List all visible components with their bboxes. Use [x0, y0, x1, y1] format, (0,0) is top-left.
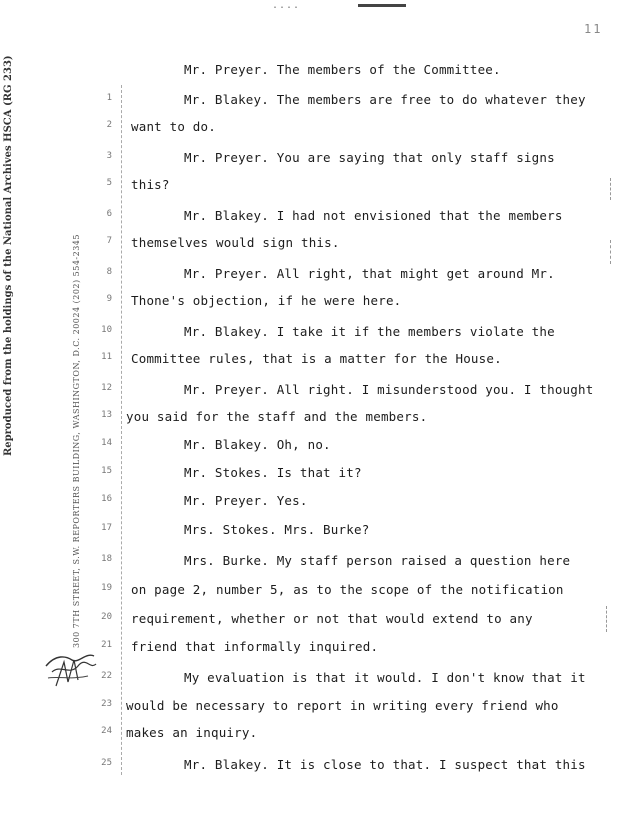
line-text: Thone's objection, if he were here.	[131, 293, 402, 308]
line-text: want to do.	[131, 119, 216, 134]
line-text: makes an inquiry.	[126, 725, 258, 740]
line-number: 25	[101, 758, 112, 768]
line-text: requirement, whether or not that would extend to any	[131, 611, 533, 626]
transcript-line	[0, 522, 638, 542]
line-number: 6	[106, 209, 112, 219]
transcript-line	[0, 409, 638, 429]
transcript-line	[0, 698, 638, 718]
line-text: Mr. Blakey. Oh, no.	[184, 437, 331, 452]
transcript-line	[0, 437, 638, 457]
transcript-line	[0, 493, 638, 513]
transcript-line	[0, 639, 638, 659]
transcript-line	[0, 293, 638, 313]
line-number: 20	[101, 612, 112, 622]
top-bar-mark	[358, 4, 406, 7]
line-number: 16	[101, 494, 112, 504]
page-number: 11	[584, 22, 603, 36]
line-text: Mr. Blakey. It is close to that. I suspect that this	[184, 757, 586, 772]
transcript-line	[0, 119, 638, 139]
transcript-line	[0, 465, 638, 485]
line-text: friend that informally inquired.	[131, 639, 379, 654]
line-number: 19	[101, 583, 112, 593]
transcript-line	[0, 208, 638, 228]
line-text: would be necessary to report in writing every friend who	[126, 698, 559, 713]
line-text: Mr. Blakey. I had not envisioned that the members	[184, 208, 563, 223]
line-number: 7	[106, 236, 112, 246]
line-text: Mr. Blakey. The members are free to do whatever they	[184, 92, 586, 107]
line-number: 11	[101, 352, 112, 362]
transcript-line	[0, 150, 638, 170]
line-number: 12	[101, 383, 112, 393]
line-number: 10	[101, 325, 112, 335]
transcript-line	[0, 553, 638, 573]
transcript-line	[0, 725, 638, 745]
line-text: on page 2, number 5, as to the scope of the notification	[131, 582, 564, 597]
line-number: 23	[101, 699, 112, 709]
line-text: Mr. Preyer. You are saying that only staff signs	[184, 150, 555, 165]
line-text: Committee rules, that is a matter for the House.	[131, 351, 502, 366]
line-number: 21	[101, 640, 112, 650]
line-number: 15	[101, 466, 112, 476]
line-number: 5	[106, 178, 112, 188]
line-number: 8	[106, 267, 112, 277]
transcript-line	[0, 757, 638, 777]
line-number: 17	[101, 523, 112, 533]
line-text: this?	[131, 177, 170, 192]
line-text: Mrs. Stokes. Mrs. Burke?	[184, 522, 370, 537]
transcript-line	[0, 611, 638, 631]
transcript-line	[0, 92, 638, 112]
line-text: Mr. Stokes. Is that it?	[184, 465, 362, 480]
archive-note: Reproduced from the holdings of the National Archives HSCA (RG 233)	[3, 55, 14, 456]
line-number: 22	[101, 671, 112, 681]
line-number: 24	[101, 726, 112, 736]
line-text: Mr. Preyer. Yes.	[184, 493, 308, 508]
line-number: 3	[106, 151, 112, 161]
transcript-line	[0, 235, 638, 255]
transcript-line	[0, 382, 638, 402]
line-text: you said for the staff and the members.	[126, 409, 428, 424]
line-text: Mr. Preyer. All right, that might get around Mr.	[184, 266, 555, 281]
transcript-line	[0, 324, 638, 344]
line-text: Mr. Preyer. All right. I misunderstood you. I thought	[184, 382, 594, 397]
line-text: Mr. Preyer. The members of the Committee.	[184, 62, 501, 77]
top-marks-text: ....	[272, 0, 301, 11]
line-number: 14	[101, 438, 112, 448]
line-text: themselves would sign this.	[131, 235, 340, 250]
line-text: My evaluation is that it would. I don't know that it	[184, 670, 586, 685]
line-number: 1	[106, 93, 112, 103]
transcript-line	[0, 670, 638, 690]
line-number: 9	[106, 294, 112, 304]
transcript-line	[0, 266, 638, 286]
transcript-line	[0, 62, 638, 82]
transcript-line	[0, 177, 638, 197]
reporter-stamp: 300 7TH STREET, S.W. REPORTERS BUILDING, WASHINGTON, D.C. 20024 (202) 554-2345	[72, 234, 81, 648]
line-text: Mrs. Burke. My staff person raised a question here	[184, 553, 571, 568]
transcript-line	[0, 351, 638, 371]
line-number: 2	[106, 120, 112, 130]
line-number: 13	[101, 410, 112, 420]
line-text: Mr. Blakey. I take it if the members violate the	[184, 324, 555, 339]
top-marks	[272, 0, 406, 11]
line-number: 18	[101, 554, 112, 564]
transcript-line	[0, 582, 638, 602]
